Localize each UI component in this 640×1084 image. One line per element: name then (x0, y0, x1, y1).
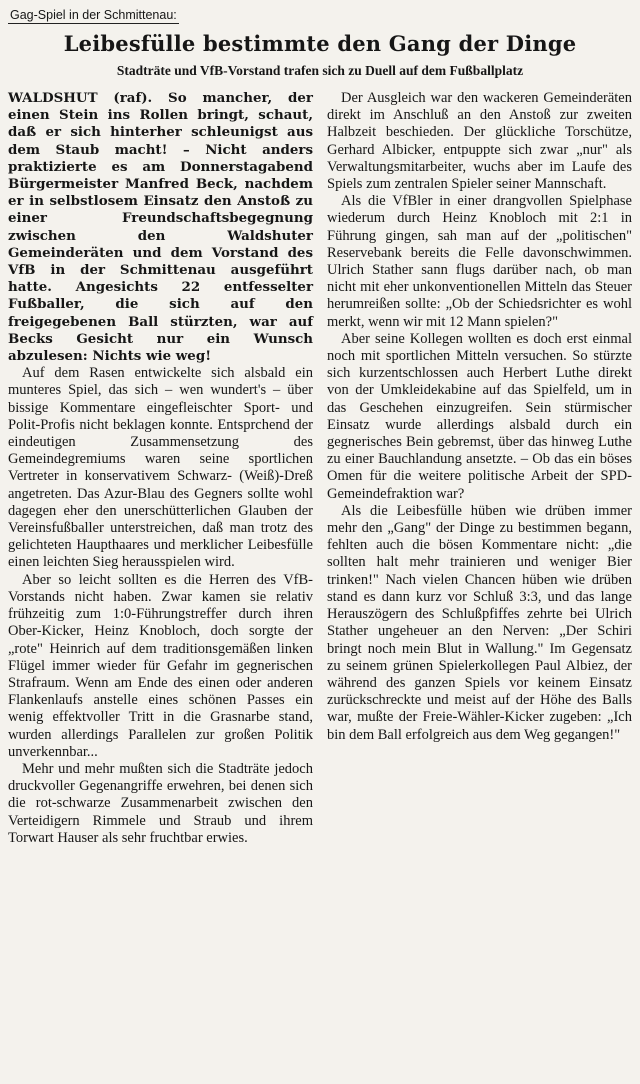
body-paragraph: Aber seine Kollegen wollten es doch erst einmal noch mit sportlichen Mitteln versuchen. So stürzte sich kurzentschlossen auch Herbert Luthe direkt von der Umkleidekabine auf das Spielfeld, um in das Geschehen einzugreifen. Sein stürmischer Einsatz wurde allerdings alsbald durch ein gegnerisches Bein gebremst, über das hinweg Luthe zu einer Bauchlandung ansetzte. – Ob das ein böses Omen für die weitere politische Arbeit der SPD-Gemeindefraktion war? (327, 330, 632, 502)
dateline: WALDSHUT (raf). (8, 90, 153, 106)
body-paragraph: Als die Leibesfülle hüben wie drüben immer mehr den „Gang" der Dinge zu bestimmen begann, fehlten auch die bösen Kommentare nicht: „die sollten halt mehr trainieren und weniger Bier trinken!" Nach vielen Chancen hüben wie drüben stand es dann kurz vor Schluß 3:3, und das lange Herauszögern des Schlußpfiffes zehrte bei Ulrich Stather ungeheuer an den Nerven: „Der Schiri bringt noch mein Blut in Wallung." Im Gegensatz zu seinem grünen Spielerkollegen Paul Albiez, der während des ganzen Spiels vor keinem Einsatz zurückschreckte und meist auf der Höhe des Balls war, mußte der Freie-Wähler-Kicker zugeben: „Ich bin dem Ball erfolgreich aus dem Weg gegangen!" (327, 502, 632, 743)
column-right (327, 90, 632, 847)
article-kicker: Gag-Spiel in der Schmittenau: (10, 8, 177, 22)
body-paragraph: Aber so leicht sollten es die Herren des VfB-Vorstands nicht haben. Zwar kamen sie relativ frühzeitig zum 1:0-Führungstreffer durch ihren Ober-Kicker, Heinz Knobloch, doch sorgte der „rote" Heinrich auf dem traditionsgemäßen linken Flügel immer wieder für Gefahr im gegnerischen Strafraum. Wenn am Ende des einen oder anderen Flankenlaufs anstelle eines schönen Passes ein wenig effektvoller Tritt in die Grasnarbe stand, wurden allerdings Parallelen zur großen Politik unverkennbar... (8, 571, 313, 760)
body-paragraph: Mehr und mehr mußten sich die Stadträte jedoch druckvoller Gegenangriffe erwehren, bei denen sich die rot-schwarze Zusammenarbeit zwischen den Verteidigern Rimmele und Straub und ihrem Torwart Hauser als sehr fruchtbar erwies. (8, 760, 313, 846)
body-paragraph: Auf dem Rasen entwickelte sich alsbald ein munteres Spiel, das sich – wen wundert's – über bissige Kommentare eingefleischter Sport- und Polit-Profis nicht beklagen konnte. Entsprchend der eindeutigen Zusammensetzung des Gemeindegremiums waren seine sportlichen Vertreter in konservativem Schwarz- (Weiß)-Dreß angetreten. Das Azur-Blau des Gegners sollte wohl dagegen eher den unerschütterlichen Glauben der Vereinsfußballer unterstreichen, daß man trotz des gelichteten Haupthaares und merklicher Leibesfülle einen leichten Sieg herausspielen wird. (8, 365, 313, 571)
article-subheadline: Stadträte und VfB-Vorstand trafen sich zu Duell auf dem Fußballplatz (116, 63, 524, 78)
column-left (8, 90, 313, 847)
article-headline: Leibesfülle bestimmte den Gang der Dinge (63, 31, 577, 56)
body-paragraph: Als die VfBler in einer drangvollen Spielphase wiederum durch Heinz Knobloch mit 2:1 in Führung gingen, sah man auf der „politischen" Reservebank bereits die Felle davonschwimmen. Ulrich Stather sann flugs darüber nach, ob man nicht mit eher unkonventionellen Mitteln das Steuer herumreißen sollte: „Ob der Schiedsrichter es wohl merkt, wenn wir mit 12 Mann spielen?" (327, 193, 632, 330)
lead-paragraph (8, 90, 313, 365)
article-body (8, 90, 632, 847)
body-paragraph: Der Ausgleich war den wackeren Gemeinderäten direkt im Anschluß an den Anstoß zur zweiten Halbzeit beschieden. Der glückliche Torschütze, Gerhard Albicker, entpuppte sich zwar „nur" als Verwaltungsmitarbeiter, wuchs aber im Laufe des Spiels zum zentralen Spieler seiner Mannschaft. (327, 90, 632, 193)
lead-text: So mancher, der einen Stein ins Rollen bringt, schaut, daß er sich hinterher schleunigst aus dem Staub macht! – Nicht anders praktizierte es am Donnerstagabend Bürgermeister Manfred Beck, nachdem er in selbstlosem Einsatz den Anstoß zu einer Freundschaftsbegegnung zwischen den Waldshuter Gemeinderäten und dem Vorstand des VfB in der Schmittenau ausgeführt hatte. Angesichts 22 entfesselter Fußballer, die sich auf den freigegebenen Ball stürzten, war auf Becks Gesicht nur ein Wunsch abzulesen: Nichts wie weg! (8, 90, 313, 365)
